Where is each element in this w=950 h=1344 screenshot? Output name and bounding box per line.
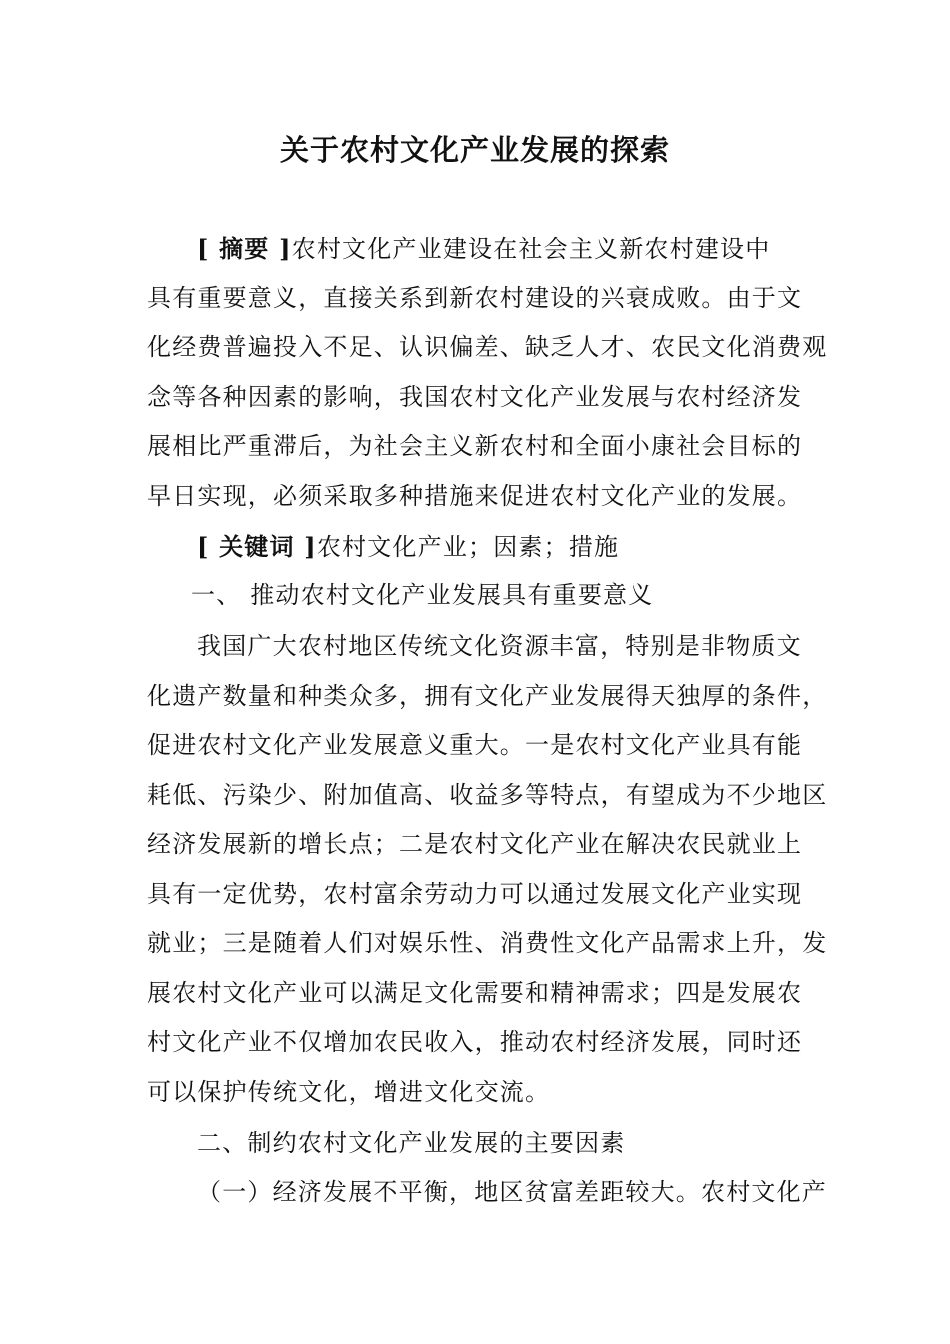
keywords-paragraph xyxy=(147,522,817,572)
section-1-line: 我国广大农村地区传统文化资源丰富，特别是非物质文 xyxy=(197,632,802,660)
section-1-line: 可以保护传统文化，增进文化交流。 xyxy=(147,1077,551,1106)
section-1-line: 村文化产业不仅增加农民收入，推动农村经济发展，同时还 xyxy=(147,1028,803,1056)
abstract-line: 早日实现，必须采取多种措施来促进农村文化产业的发展。 xyxy=(147,481,803,510)
abstract-line: 化经费普遍投入不足、认识偏差、缺乏人才、农民文化消费观 xyxy=(147,333,828,361)
section-2-heading: 二、制约农村文化产业发展的主要因素 xyxy=(197,1129,626,1157)
keywords-text: 农村文化产业；因素；措施 xyxy=(316,533,620,561)
keywords-label: [ 关键词 ] xyxy=(197,532,317,561)
section-1-line: 经济发展新的增长点；二是农村文化产业在解决农民就业上 xyxy=(147,830,803,858)
abstract-text: 农村文化产业建设在社会主义新农村建设中 xyxy=(291,235,771,263)
section-1-line: 耗低、污染少、附加值高、收益多等特点，有望成为不少地区 xyxy=(147,780,828,809)
abstract-line xyxy=(147,224,817,274)
section-1-line: 展农村文化产业可以满足文化需要和精神需求；四是发展农 xyxy=(147,978,803,1007)
abstract-label: [ 摘要 ] xyxy=(197,234,292,263)
abstract-line: 展相比严重滞后，为社会主义新农村和全面小康社会目标的 xyxy=(147,432,803,460)
abstract-paragraph xyxy=(147,224,828,521)
section-2-paragraph xyxy=(147,1168,827,1218)
section-1-line: 就业；三是随着人们对娱乐性、消费性文化产品需求上升，发 xyxy=(147,929,828,957)
section-1-heading: 一、 推动农村文化产业发展具有重要意义 xyxy=(191,581,654,609)
section-1-heading-block xyxy=(147,571,817,621)
document-title: 关于农村文化产业发展的探索 xyxy=(279,133,670,167)
abstract-line: 念等各种因素的影响，我国农村文化产业发展与农村经济发 xyxy=(147,382,803,411)
keywords-line xyxy=(147,522,817,572)
abstract-line: 具有重要意义，直接关系到新农村建设的兴衰成败。由于文 xyxy=(147,283,803,312)
section-1-line: 具有一定优势，农村富余劳动力可以通过发展文化产业实现 xyxy=(147,879,803,908)
section-1-paragraph xyxy=(147,622,828,1117)
section-1-line: 化遗产数量和种类众多，拥有文化产业发展得天独厚的条件， xyxy=(147,681,828,710)
section-1-line: 促进农村文化产业发展意义重大。一是农村文化产业具有能 xyxy=(147,731,803,759)
section-2-line: （一）经济发展不平衡，地区贫富差距较大。农村文化产 xyxy=(197,1178,827,1206)
section-2-heading-block xyxy=(147,1119,817,1169)
